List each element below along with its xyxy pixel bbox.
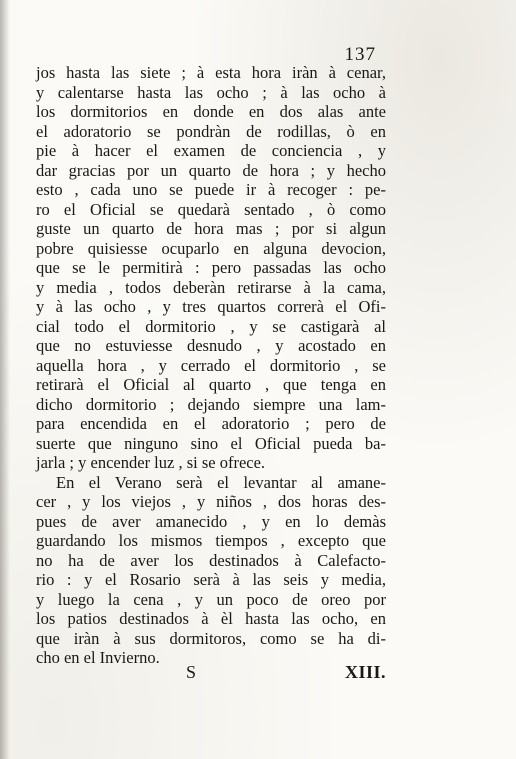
- text-line: cial todo el dormitorio , y se castigarà al: [36, 316, 386, 336]
- signature-mark: S: [186, 662, 197, 682]
- text-line: ro el Oficial se quedarà sentado , ò como: [36, 199, 386, 219]
- text-line: jarla ; y encender luz , si se ofrece.: [36, 453, 266, 472]
- text-line: y media , todos deberàn retirarse à la cama,: [36, 277, 386, 297]
- text-line: dicho dormitorio ; dejando siempre una lam-: [36, 394, 386, 414]
- text-line: que se le permitirà : pero passadas las ocho: [36, 258, 386, 277]
- text-line: los patios destinados à èl hasta las ocho, en: [36, 609, 386, 628]
- text-line: dar gracias por un quarto de hora ; y hecho: [36, 160, 386, 180]
- text-line: que iràn à sus dormitoros, como se ha di-: [36, 628, 386, 648]
- text-line: rio : y el Rosario serà à las seis y media,: [36, 570, 386, 589]
- text-line: esto , cada uno se puede ir à recoger : pe-: [36, 180, 386, 199]
- body-text: [36, 63, 386, 668]
- text-line: pie à hacer el examen de conciencia , y: [36, 141, 386, 160]
- text-line: aquella hora , y cerrado el dormitorio , se: [36, 355, 386, 375]
- text-line: cho en el Invierno.: [36, 648, 160, 667]
- text-line: y calentarse hasta las ocho ; à las ocho à: [36, 82, 386, 102]
- text-line: para encendida en el adoratorio ; pero de: [36, 414, 386, 433]
- text-line: jos hasta las siete ; à esta hora iràn à cenar,: [36, 63, 386, 82]
- text-line: retirarà el Oficial al quarto , que tenga en: [36, 375, 386, 394]
- page-number: 137: [344, 44, 376, 65]
- text-line: no ha de aver los destinados à Calefacto-: [36, 550, 386, 570]
- text-line: que no estuviesse desnudo , y acostado en: [36, 336, 386, 355]
- page-footer: [36, 662, 386, 684]
- text-line: pues de aver amanecido , y en lo demàs: [36, 511, 386, 531]
- text-line: el adoratorio se pondràn de rodillas, ò en: [36, 121, 386, 141]
- text-line: pobre quisiesse ocuparlo en alguna devocion,: [36, 238, 386, 258]
- paragraph-start-line: En el Verano serà el levantar al amane-: [56, 472, 386, 492]
- page-gutter-shadow: [0, 0, 10, 759]
- text-line: los dormitorios en donde en dos alas ante: [36, 102, 386, 121]
- text-line: cer , y los viejos , y niños , dos horas des-: [36, 492, 386, 511]
- text-line: suerte que ninguno sino el Oficial pueda ba-: [36, 433, 386, 453]
- text-line: y à las ocho , y tres quartos correrà el Ofi-: [36, 297, 386, 316]
- text-line: guardando los mismos tiempos , excepto que: [36, 531, 386, 550]
- catchword: XIII.: [344, 662, 386, 682]
- text-line: guste un quarto de hora mas ; por si algun: [36, 219, 386, 238]
- text-line: y luego la cena , y un poco de oreo por: [36, 589, 386, 609]
